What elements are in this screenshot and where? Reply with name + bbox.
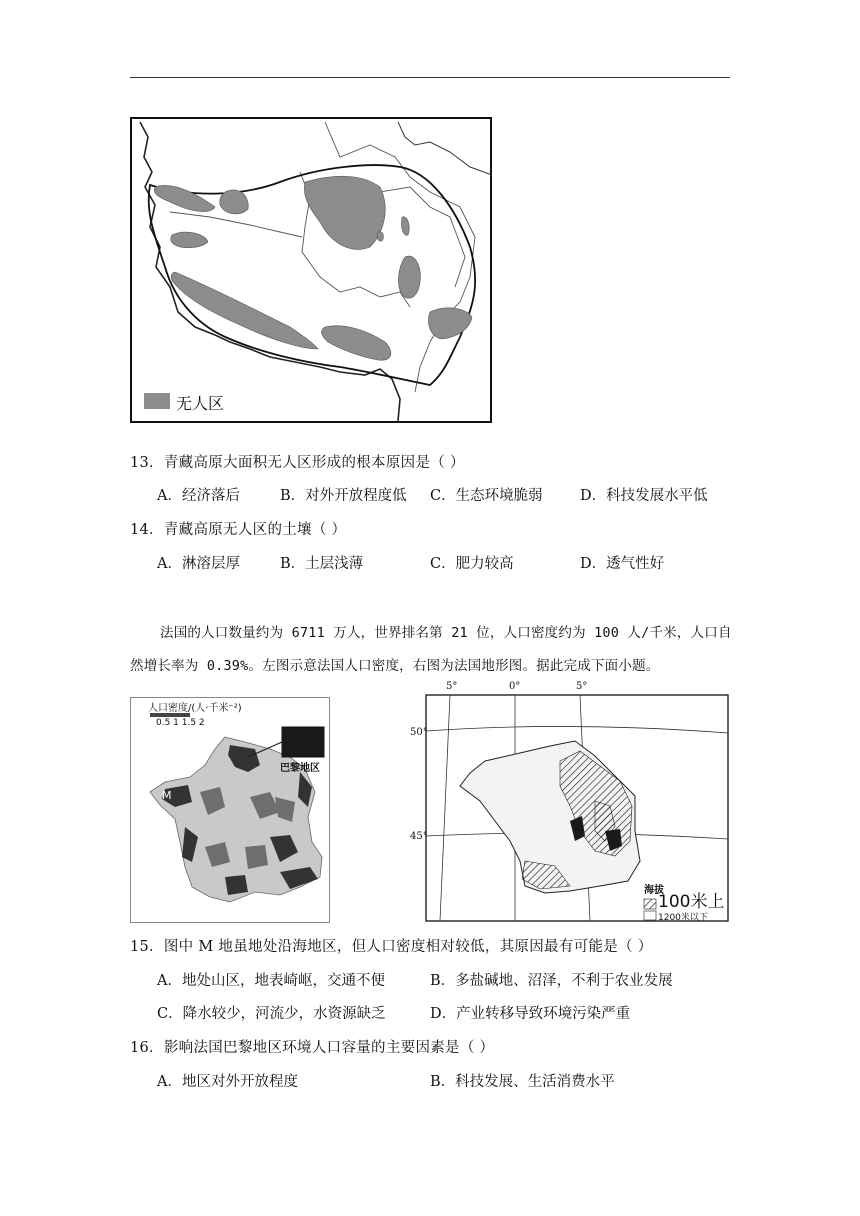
map2-legend-scale: 0.5 1 1.5 2 — [156, 718, 205, 728]
question-13-option-c[interactable]: C．生态环境脆弱 — [430, 488, 543, 504]
question-14-option-b[interactable]: B．土层浅薄 — [280, 556, 364, 572]
question-14-stem: 14．青藏高原无人区的土壤（ ） — [130, 522, 347, 538]
question-16-stem: 16．影响法国巴黎地区环境人口容量的主要因素是（ ） — [130, 1040, 495, 1056]
map3-lat-label-1: 50° — [410, 727, 428, 738]
map3-legend-title: 海拔 — [644, 885, 664, 896]
map3-legend-low: 1200米以下 — [658, 913, 708, 923]
map3-lon-label-2: 0° — [509, 681, 521, 692]
map2-inset-label: 巴黎地区 — [280, 763, 320, 774]
question-16-option-b[interactable]: B．科技发展、生活消费水平 — [430, 1074, 615, 1090]
france-population-density-map — [130, 697, 330, 923]
question-15-option-b[interactable]: B．多盐碱地、沼泽，不利于农业发展 — [430, 973, 673, 989]
question-15-option-c[interactable]: C．降水较少，河流少，水资源缺乏 — [157, 1006, 386, 1022]
map3-lon-label-3: 5° — [576, 681, 588, 692]
map2-point-label: M — [162, 789, 172, 802]
map3-lat-label-2: 45° — [410, 831, 428, 842]
question-14-option-c[interactable]: C．肥力较高 — [430, 556, 514, 572]
question-13-option-b[interactable]: B．对外开放程度低 — [280, 488, 407, 504]
map1-legend-label: 无人区 — [176, 394, 225, 413]
question-14-option-a[interactable]: A．淋溶层厚 — [157, 556, 240, 572]
france-topography-map — [410, 681, 732, 923]
map2-legend-title: 人口密度/(人·千米⁻²) — [148, 703, 242, 714]
question-15-stem: 15．图中 M 地虽地处沿海地区，但人口密度相对较低，其原因最有可能是（ ） — [130, 939, 653, 955]
question-13-stem: 13．青藏高原大面积无人区形成的根本原因是（ ） — [130, 455, 465, 471]
header-rule — [130, 77, 730, 78]
question-15-option-d[interactable]: D．产业转移导致环境污染严重 — [430, 1006, 631, 1022]
passage-line-2: 然增长率为 0.39%。左图示意法国人口密度，右图为法国地形图。据此完成下面小题。 — [130, 658, 660, 674]
question-16-option-a[interactable]: A．地区对外开放程度 — [157, 1074, 298, 1090]
map3-lon-label-1: 5° — [446, 681, 458, 692]
map3-legend-high: 100米上 — [658, 892, 725, 912]
tibet-uninhabited-map — [130, 117, 492, 423]
passage-line-1: 法国的人口数量约为 6711 万人，世界排名第 21 位，人口密度约为 100 人/千米，人口自 — [160, 625, 732, 641]
question-13-option-d[interactable]: D．科技发展水平低 — [580, 488, 708, 504]
question-14-option-d[interactable]: D．透气性好 — [580, 556, 665, 572]
question-15-option-a[interactable]: A．地处山区，地表崎岖，交通不便 — [157, 973, 385, 989]
question-13-option-a[interactable]: A．经济落后 — [157, 488, 240, 504]
